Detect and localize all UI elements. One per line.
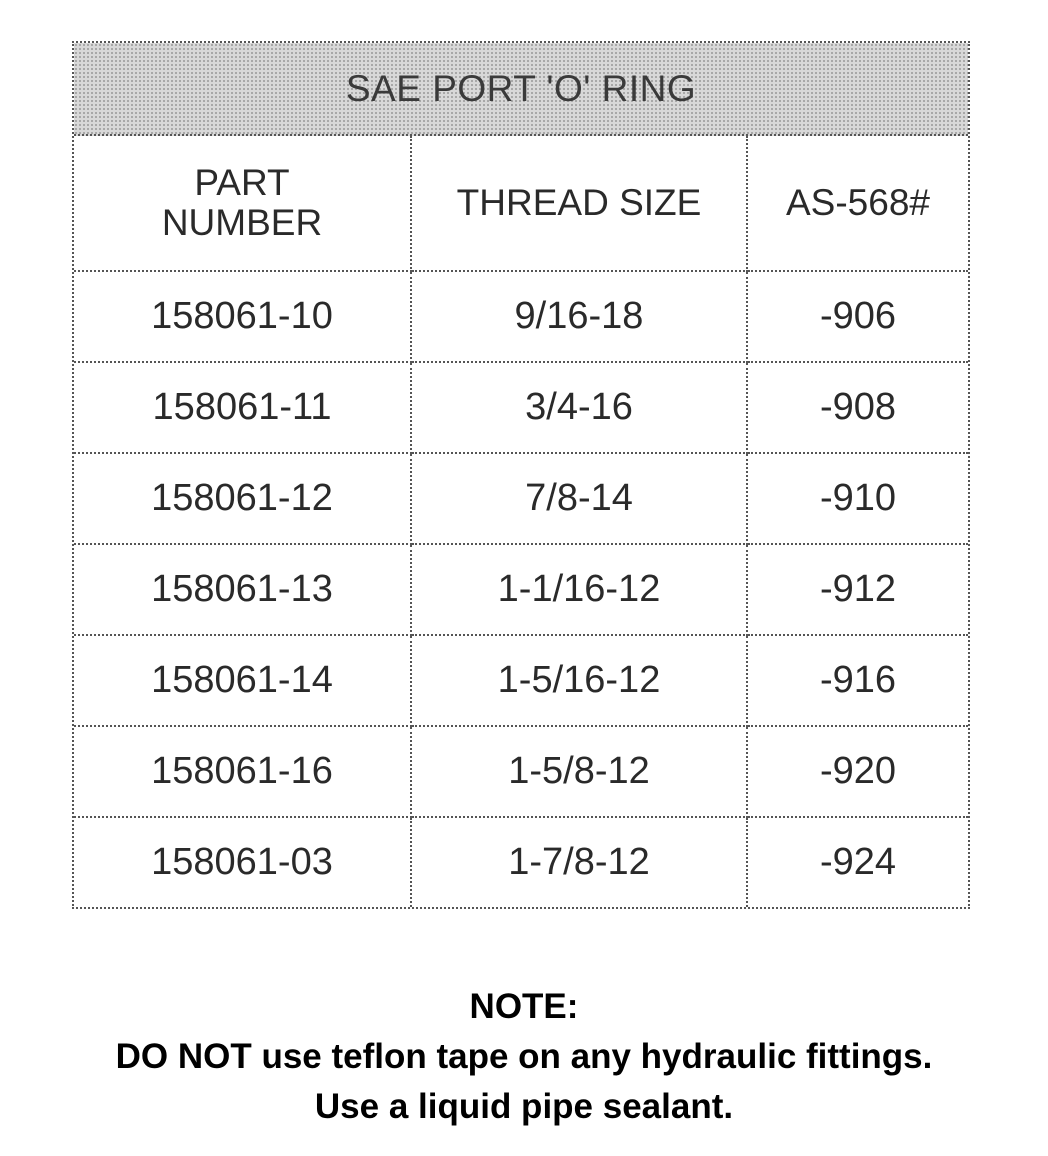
note-heading: NOTE: — [469, 987, 579, 1026]
table-row — [74, 544, 968, 635]
as568-cell: -920 — [747, 726, 968, 817]
header-part-line2: NUMBER — [161, 202, 323, 243]
thread-size-cell: 1-5/8-12 — [411, 726, 747, 817]
table-row — [74, 453, 968, 544]
table-row — [74, 635, 968, 726]
part-number-cell: 158061-14 — [74, 635, 411, 726]
note-line-1: DO NOT use teflon tape on any hydraulic fittings. — [115, 1037, 933, 1076]
header-thread-size: THREAD SIZE — [411, 136, 747, 271]
thread-size-cell: 1-5/16-12 — [411, 635, 747, 726]
table-row — [74, 362, 968, 453]
table-row — [74, 817, 968, 907]
as568-cell: -908 — [747, 362, 968, 453]
header-part-number — [74, 136, 411, 271]
table-row — [74, 271, 968, 362]
thread-size-cell: 9/16-18 — [411, 271, 747, 362]
thread-size-cell: 7/8-14 — [411, 453, 747, 544]
table-title: SAE PORT 'O' RING — [74, 43, 968, 136]
part-number-cell: 158061-03 — [74, 817, 411, 907]
as568-cell: -916 — [747, 635, 968, 726]
header-as568: AS-568# — [747, 136, 968, 271]
thread-size-cell: 1-1/16-12 — [411, 544, 747, 635]
table-row — [74, 726, 968, 817]
as568-cell: -924 — [819, 841, 897, 883]
part-number-cell: 158061-16 — [74, 726, 411, 817]
as568-cell: -906 — [747, 271, 968, 362]
as568-cell: -910 — [747, 453, 968, 544]
header-part-line1: PART — [194, 162, 290, 203]
thread-size-cell: 1-7/8-12 — [411, 817, 747, 907]
parts-table — [74, 136, 968, 907]
header-row — [74, 136, 968, 271]
note-block — [0, 982, 1048, 1132]
sae-port-o-ring-table — [72, 41, 970, 909]
part-number-cell: 158061-10 — [74, 271, 411, 362]
part-number-cell: 158061-11 — [74, 362, 411, 453]
thread-size-cell: 3/4-16 — [411, 362, 747, 453]
part-number-cell: 158061-13 — [74, 544, 411, 635]
note-line-2: Use a liquid pipe sealant. — [314, 1087, 734, 1126]
part-number-cell: 158061-12 — [74, 453, 411, 544]
as568-cell: -912 — [747, 544, 968, 635]
